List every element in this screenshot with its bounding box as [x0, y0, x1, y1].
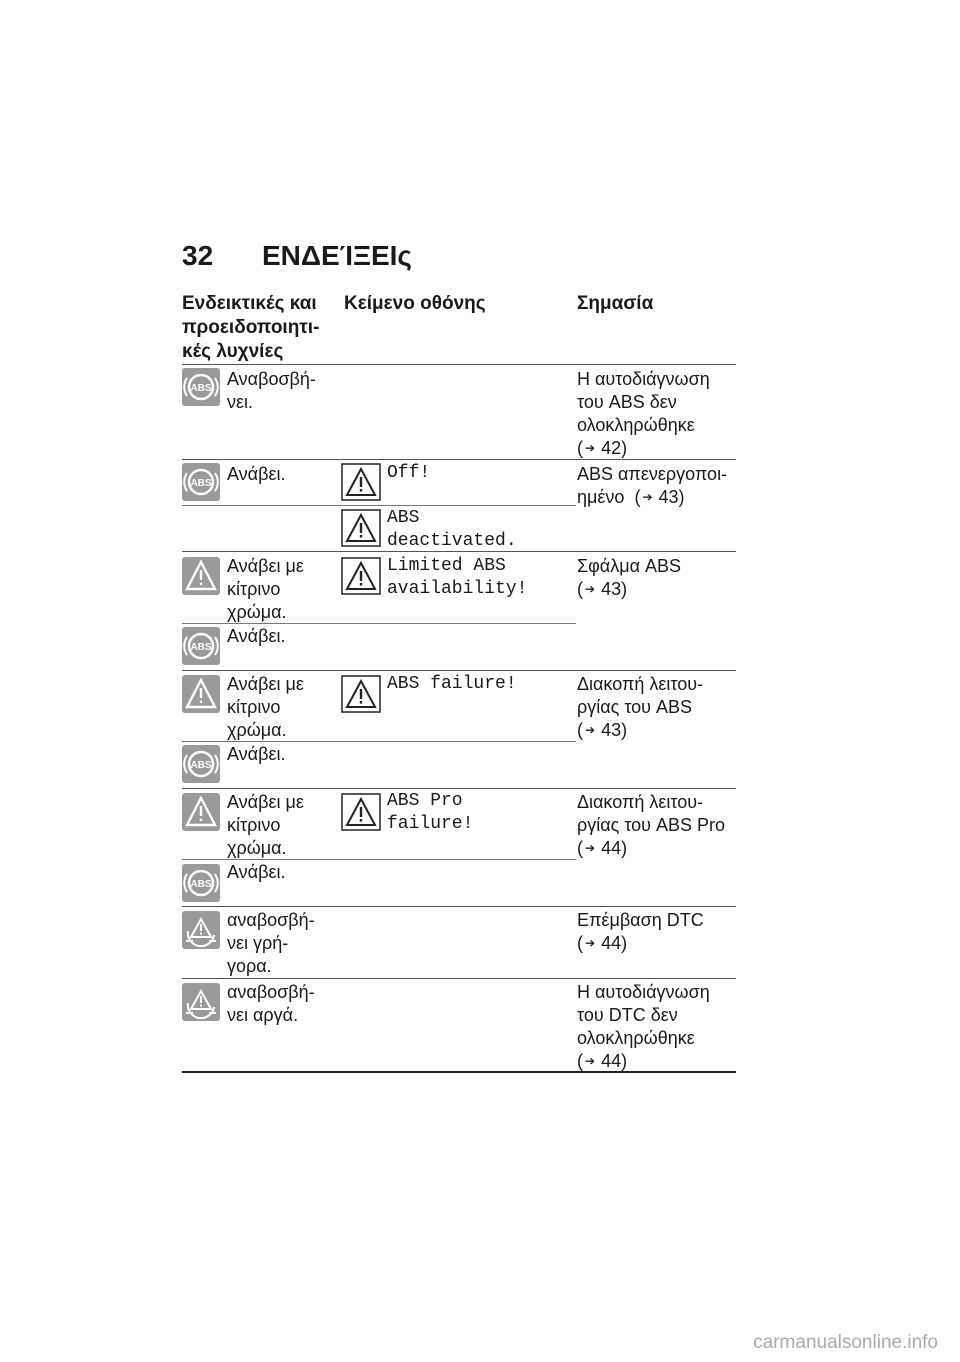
page-reference: 44)	[601, 838, 628, 858]
lamp-status-text: Ανάβει με κίτρινο χρώμα.	[227, 556, 304, 622]
page-reference-arrow-icon: ➔	[585, 582, 596, 596]
page-reference: 42)	[601, 438, 628, 458]
lamp-status-text: Ανάβει.	[227, 862, 286, 882]
page-reference-arrow-icon: ➔	[585, 723, 596, 737]
row-divider	[182, 788, 736, 789]
meaning-text: Επέμβαση DTC ( ➔ 44)	[577, 910, 704, 953]
page-number: 32	[182, 240, 214, 271]
abs-warning-icon	[182, 368, 220, 406]
general-warning-triangle-icon	[341, 675, 381, 713]
page-reference-arrow-icon: ➔	[585, 936, 596, 950]
dtc-warning-icon	[182, 911, 220, 949]
general-warning-triangle-icon	[182, 557, 220, 595]
display-message: Off!	[387, 463, 431, 483]
lamp-status-text: αναβοσβή-νει γρή-γορα.	[227, 910, 315, 976]
meaning-text: Διακοπή λειτου-ργίας του ABS Pro ( ➔ 44)	[577, 792, 726, 858]
page-reference: 43)	[658, 487, 685, 507]
page-reference-arrow-icon: ➔	[585, 441, 596, 455]
page-reference: 44)	[601, 933, 628, 953]
svg-text:ABS: ABS	[190, 879, 212, 890]
abs-warning-icon	[182, 463, 220, 501]
lamp-status-text: Αναβοσβή-νει.	[227, 369, 316, 412]
sub-row-divider	[182, 741, 576, 742]
sub-row-divider	[182, 859, 576, 860]
display-message: Limited ABS availability!	[387, 556, 528, 599]
lamp-status-text: Ανάβει.	[227, 744, 286, 764]
display-message: ABS Pro failure!	[387, 791, 474, 834]
svg-text:ABS: ABS	[190, 478, 212, 489]
general-warning-triangle-icon	[182, 793, 220, 831]
row-divider	[182, 551, 736, 552]
lamp-status-text: Ανάβει.	[227, 626, 286, 646]
svg-text:ABS: ABS	[190, 642, 212, 653]
column-header-display-text: Κείμενο οθόνης	[344, 293, 486, 314]
table-bottom-border	[182, 1071, 736, 1073]
watermark-site: carmanualsonline.info	[753, 1332, 938, 1353]
row-divider	[182, 906, 736, 907]
general-warning-triangle-icon	[341, 557, 381, 595]
lamp-status-text: Ανάβει.	[227, 464, 286, 484]
dtc-warning-icon	[182, 983, 220, 1021]
meaning-text: Η αυτοδιάγνωση του ABS δεν ολοκληρώθηκε ( ➔ 42)	[577, 369, 710, 458]
display-message: ABS failure!	[387, 674, 517, 694]
page-title: ΕΝΔΕΊΞΕΙς	[262, 240, 412, 271]
svg-text:ABS: ABS	[190, 760, 212, 771]
general-warning-triangle-icon	[341, 793, 381, 831]
sub-row-divider	[182, 623, 576, 624]
sub-row-divider	[182, 505, 576, 506]
page-reference-arrow-icon: ➔	[642, 490, 653, 504]
page-header	[182, 240, 412, 272]
row-divider	[182, 459, 736, 460]
svg-text:ABS: ABS	[190, 383, 212, 394]
meaning-text: Η αυτοδιάγνωση του DTC δεν ολοκληρώθηκε ( ➔ 44)	[577, 982, 710, 1071]
page-reference: 43)	[601, 579, 628, 599]
page-reference: 43)	[601, 720, 628, 740]
meaning-text: Σφάλμα ABS ( ➔ 43)	[577, 556, 682, 599]
table-header-divider	[182, 364, 736, 365]
general-warning-triangle-icon	[182, 675, 220, 713]
lamp-status-text: Ανάβει με κίτρινο χρώμα.	[227, 792, 304, 858]
row-divider	[182, 978, 736, 979]
column-header-meaning: Σημασία	[577, 293, 654, 314]
meaning-text: ABS απενεργοποι-ημένο ( ➔ 43)	[577, 464, 728, 507]
page-reference-arrow-icon: ➔	[585, 841, 596, 855]
page-reference: 44)	[601, 1051, 628, 1071]
lamp-status-text: Ανάβει με κίτρινο χρώμα.	[227, 674, 304, 740]
general-warning-triangle-icon	[341, 463, 381, 501]
display-message: ABS deactivated.	[387, 508, 517, 551]
abs-warning-icon	[182, 627, 220, 665]
general-warning-triangle-icon	[341, 509, 381, 547]
abs-warning-icon	[182, 745, 220, 783]
page-reference-arrow-icon: ➔	[585, 1054, 596, 1068]
meaning-text: Διακοπή λειτου-ργίας του ABS ( ➔ 43)	[577, 674, 704, 740]
row-divider	[182, 670, 736, 671]
abs-warning-icon	[182, 864, 220, 902]
column-header-lamps: Ενδεικτικές και προειδοποιητι-κές λυχνίες	[182, 293, 320, 362]
lamp-status-text: αναβοσβή-νει αργά.	[227, 982, 315, 1025]
